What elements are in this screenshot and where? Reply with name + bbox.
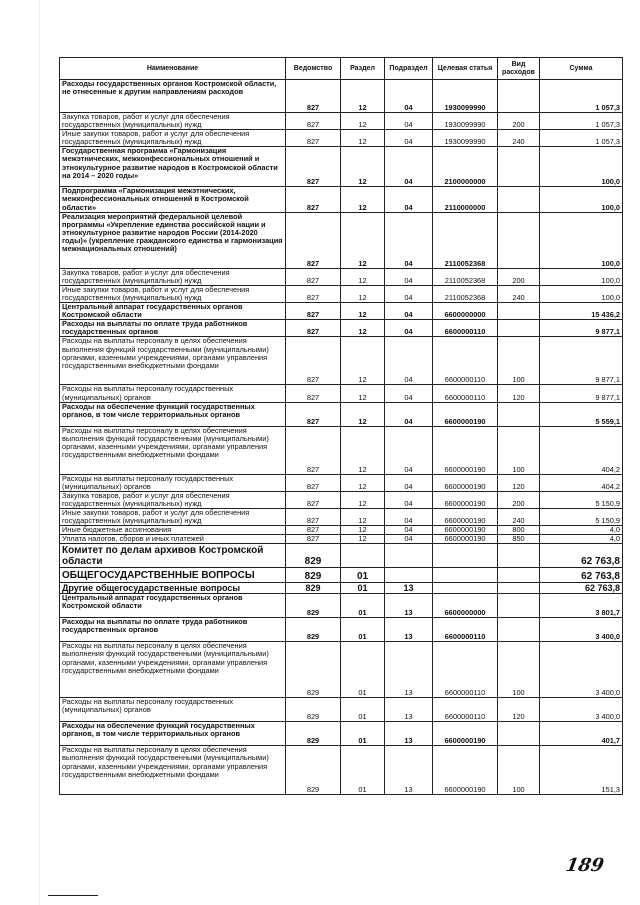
row-section: 12 bbox=[341, 526, 385, 535]
row-department: 827 bbox=[286, 535, 341, 544]
row-target-article: 6600000190 bbox=[433, 526, 498, 535]
row-amount: 100,0 bbox=[540, 268, 623, 285]
row-section: 01 bbox=[341, 583, 385, 594]
row-expense-type bbox=[498, 618, 540, 642]
row-name: Расходы на выплаты персоналу в целях обеспечения выполнения функций государственными (муниципальными) органами, казенными учреждениями, органами управления государственными внебюджетными фондами bbox=[60, 746, 286, 795]
row-name: Расходы на выплаты по оплате труда работников государственных органов bbox=[60, 618, 286, 642]
row-department: 829 bbox=[286, 618, 341, 642]
row-department: 829 bbox=[286, 594, 341, 618]
row-subsection bbox=[385, 568, 433, 583]
row-expense-type: 240 bbox=[498, 508, 540, 525]
table-row bbox=[60, 402, 623, 426]
header-amount: Сумма bbox=[540, 58, 623, 80]
row-section: 12 bbox=[341, 303, 385, 320]
row-target-article: 1930099990 bbox=[433, 113, 498, 130]
row-subsection: 04 bbox=[385, 130, 433, 147]
row-expense-type: 240 bbox=[498, 285, 540, 302]
row-section: 12 bbox=[341, 187, 385, 212]
table-row bbox=[60, 568, 623, 583]
row-subsection: 13 bbox=[385, 618, 433, 642]
row-subsection: 04 bbox=[385, 535, 433, 544]
table-row bbox=[60, 187, 623, 212]
row-section: 12 bbox=[341, 474, 385, 491]
row-subsection: 04 bbox=[385, 268, 433, 285]
row-amount: 1 057,3 bbox=[540, 113, 623, 130]
row-department: 827 bbox=[286, 147, 341, 187]
row-expense-type: 200 bbox=[498, 268, 540, 285]
row-expense-type bbox=[498, 320, 540, 337]
table-row bbox=[60, 320, 623, 337]
header-department: Ведомство bbox=[286, 58, 341, 80]
row-subsection: 13 bbox=[385, 722, 433, 746]
row-department: 827 bbox=[286, 526, 341, 535]
row-expense-type: 100 bbox=[498, 426, 540, 474]
row-name: Расходы на выплаты по оплате труда работников государственных органов bbox=[60, 320, 286, 337]
row-name: Закупка товаров, работ и услуг для обеспечения государственных (муниципальных) нужд bbox=[60, 268, 286, 285]
row-expense-type bbox=[498, 594, 540, 618]
row-expense-type: 200 bbox=[498, 491, 540, 508]
row-name: Комитет по делам архивов Костромской области bbox=[60, 544, 286, 568]
table-row bbox=[60, 722, 623, 746]
footer-line bbox=[48, 895, 98, 896]
row-section: 12 bbox=[341, 285, 385, 302]
row-department: 827 bbox=[286, 130, 341, 147]
row-subsection bbox=[385, 544, 433, 568]
row-name: Реализация мероприятий федеральной целевой программы «Укрепление единства российской нации и этнокультурное развитие народов России (2014-2020 годы)» (укрепление гражданского единства и гармонизация межнациональных отношений) bbox=[60, 212, 286, 268]
row-amount: 1 057,3 bbox=[540, 80, 623, 113]
row-department: 829 bbox=[286, 722, 341, 746]
row-section: 01 bbox=[341, 594, 385, 618]
row-subsection: 04 bbox=[385, 491, 433, 508]
row-amount: 1 057,3 bbox=[540, 130, 623, 147]
row-name: Расходы на выплаты персоналу государственных (муниципальных) органов bbox=[60, 698, 286, 722]
row-amount: 3 400,0 bbox=[540, 642, 623, 698]
row-amount: 62 763,8 bbox=[540, 544, 623, 568]
header-name: Наименование bbox=[60, 58, 286, 80]
row-amount: 4,0 bbox=[540, 535, 623, 544]
row-expense-type: 100 bbox=[498, 642, 540, 698]
row-name: Центральный аппарат государственных органов Костромской области bbox=[60, 303, 286, 320]
table-row bbox=[60, 147, 623, 187]
table-row bbox=[60, 594, 623, 618]
row-subsection: 04 bbox=[385, 508, 433, 525]
row-section: 12 bbox=[341, 268, 385, 285]
row-expense-type: 120 bbox=[498, 698, 540, 722]
row-expense-type bbox=[498, 212, 540, 268]
table-row bbox=[60, 113, 623, 130]
row-name: Расходы на выплаты персоналу в целях обеспечения выполнения функций государственными (муниципальными) органами, казенными учреждениями, органами управления государственными внебюджетными фондами bbox=[60, 642, 286, 698]
row-department: 827 bbox=[286, 80, 341, 113]
row-name: Центральный аппарат государственных органов Костромской области bbox=[60, 594, 286, 618]
row-department: 827 bbox=[286, 491, 341, 508]
row-section: 12 bbox=[341, 385, 385, 402]
row-expense-type bbox=[498, 544, 540, 568]
row-subsection: 04 bbox=[385, 80, 433, 113]
row-subsection: 04 bbox=[385, 426, 433, 474]
table-row bbox=[60, 212, 623, 268]
row-expense-type: 200 bbox=[498, 113, 540, 130]
row-amount: 9 877,1 bbox=[540, 385, 623, 402]
row-name: Расходы на выплаты персоналу в целях обеспечения выполнения функций государственными (муниципальными) органами, казенными учреждениями, органами управления государственными внебюджетными фондами bbox=[60, 426, 286, 474]
row-section: 01 bbox=[341, 618, 385, 642]
row-department: 827 bbox=[286, 113, 341, 130]
row-subsection: 04 bbox=[385, 212, 433, 268]
row-subsection: 04 bbox=[385, 320, 433, 337]
row-subsection: 04 bbox=[385, 187, 433, 212]
row-target-article: 1930099990 bbox=[433, 80, 498, 113]
row-section: 12 bbox=[341, 337, 385, 385]
header-section: Раздел bbox=[341, 58, 385, 80]
row-expense-type: 120 bbox=[498, 474, 540, 491]
table-row bbox=[60, 426, 623, 474]
header-expense-type: Вид расходов bbox=[498, 58, 540, 80]
row-target-article: 2100000000 bbox=[433, 147, 498, 187]
row-name: Уплата налогов, сборов и иных платежей bbox=[60, 535, 286, 544]
row-name: Закупка товаров, работ и услуг для обеспечения государственных (муниципальных) нужд bbox=[60, 113, 286, 130]
row-expense-type bbox=[498, 187, 540, 212]
row-subsection: 04 bbox=[385, 147, 433, 187]
row-target-article: 2110052368 bbox=[433, 285, 498, 302]
row-amount: 100,0 bbox=[540, 285, 623, 302]
row-department: 829 bbox=[286, 544, 341, 568]
row-department: 829 bbox=[286, 698, 341, 722]
row-section: 01 bbox=[341, 568, 385, 583]
row-amount: 404,2 bbox=[540, 474, 623, 491]
row-expense-type: 120 bbox=[498, 385, 540, 402]
row-target-article bbox=[433, 568, 498, 583]
row-section: 01 bbox=[341, 746, 385, 795]
row-expense-type bbox=[498, 568, 540, 583]
table-header-row bbox=[60, 58, 623, 80]
row-subsection: 13 bbox=[385, 698, 433, 722]
row-name: Иные закупки товаров, работ и услуг для обеспечения государственных (муниципальных) нужд bbox=[60, 285, 286, 302]
row-target-article: 6600000000 bbox=[433, 594, 498, 618]
row-name: Расходы на обеспечение функций государственных органов, в том числе территориальных органов bbox=[60, 722, 286, 746]
row-expense-type bbox=[498, 80, 540, 113]
row-section: 12 bbox=[341, 80, 385, 113]
row-amount: 15 436,2 bbox=[540, 303, 623, 320]
row-name: Расходы государственных органов Костромской области, не отнесенные к другим направлениям расходов bbox=[60, 80, 286, 113]
row-subsection: 13 bbox=[385, 642, 433, 698]
row-amount: 62 763,8 bbox=[540, 583, 623, 594]
table-row bbox=[60, 698, 623, 722]
row-target-article: 6600000000 bbox=[433, 303, 498, 320]
row-subsection: 04 bbox=[385, 113, 433, 130]
row-name: Подпрограмма «Гармонизация межэтнических, межконфессиональных отношений в Костромской области» bbox=[60, 187, 286, 212]
header-target-article: Целевая статья bbox=[433, 58, 498, 80]
row-target-article: 6600000110 bbox=[433, 698, 498, 722]
row-section bbox=[341, 544, 385, 568]
row-target-article: 2110000000 bbox=[433, 187, 498, 212]
row-department: 827 bbox=[286, 285, 341, 302]
header-subsection: Подраздел bbox=[385, 58, 433, 80]
row-name: Государственная программа «Гармонизация межэтнических, межконфессиональных отношений и этнокультурное развитие народов в Костромской области на 2014 – 2020 годы» bbox=[60, 147, 286, 187]
row-subsection: 04 bbox=[385, 402, 433, 426]
row-subsection: 04 bbox=[385, 385, 433, 402]
row-subsection: 13 bbox=[385, 594, 433, 618]
row-amount: 4,0 bbox=[540, 526, 623, 535]
row-name: Расходы на выплаты персоналу в целях обеспечения выполнения функций государственными (муниципальными) органами, казенными учреждениями, органами управления государственными внебюджетными фондами bbox=[60, 337, 286, 385]
row-subsection: 13 bbox=[385, 583, 433, 594]
row-department: 827 bbox=[286, 320, 341, 337]
row-expense-type: 100 bbox=[498, 746, 540, 795]
row-target-article: 6600000190 bbox=[433, 746, 498, 795]
row-target-article: 2110052368 bbox=[433, 212, 498, 268]
row-amount: 404,2 bbox=[540, 426, 623, 474]
table-row bbox=[60, 474, 623, 491]
row-name: ОБЩЕГОСУДАРСТВЕННЫЕ ВОПРОСЫ bbox=[60, 568, 286, 583]
page-number: 189 bbox=[564, 855, 606, 876]
row-target-article: 6600000190 bbox=[433, 491, 498, 508]
table-row bbox=[60, 508, 623, 525]
table-row bbox=[60, 303, 623, 320]
row-subsection: 04 bbox=[385, 474, 433, 491]
row-name: Закупка товаров, работ и услуг для обеспечения государственных (муниципальных) нужд bbox=[60, 491, 286, 508]
row-subsection: 04 bbox=[385, 303, 433, 320]
row-name: Другие общегосударственные вопросы bbox=[60, 583, 286, 594]
row-name: Иные закупки товаров, работ и услуг для обеспечения государственных (муниципальных) нужд bbox=[60, 508, 286, 525]
row-name: Расходы на выплаты персоналу государственных (муниципальных) органов bbox=[60, 385, 286, 402]
row-target-article: 6600000190 bbox=[433, 508, 498, 525]
row-section: 12 bbox=[341, 212, 385, 268]
row-expense-type bbox=[498, 303, 540, 320]
row-expense-type bbox=[498, 147, 540, 187]
table-row bbox=[60, 746, 623, 795]
row-target-article: 6600000190 bbox=[433, 722, 498, 746]
row-section: 12 bbox=[341, 508, 385, 525]
row-target-article: 6600000110 bbox=[433, 337, 498, 385]
row-target-article bbox=[433, 583, 498, 594]
row-amount: 100,0 bbox=[540, 187, 623, 212]
row-section: 12 bbox=[341, 535, 385, 544]
row-expense-type: 850 bbox=[498, 535, 540, 544]
table-row bbox=[60, 535, 623, 544]
table-row bbox=[60, 268, 623, 285]
row-amount: 9 877,1 bbox=[540, 337, 623, 385]
row-subsection: 13 bbox=[385, 746, 433, 795]
row-amount: 5 150,9 bbox=[540, 508, 623, 525]
row-target-article: 6600000110 bbox=[433, 642, 498, 698]
row-amount: 151,3 bbox=[540, 746, 623, 795]
row-expense-type: 100 bbox=[498, 337, 540, 385]
row-expense-type bbox=[498, 583, 540, 594]
row-name: Иные бюджетные ассигнования bbox=[60, 526, 286, 535]
row-amount: 5 150,9 bbox=[540, 491, 623, 508]
row-expense-type bbox=[498, 402, 540, 426]
row-name: Иные закупки товаров, работ и услуг для обеспечения государственных (муниципальных) нужд bbox=[60, 130, 286, 147]
row-section: 12 bbox=[341, 426, 385, 474]
row-target-article: 2110052368 bbox=[433, 268, 498, 285]
row-target-article: 6600000110 bbox=[433, 320, 498, 337]
row-target-article: 6600000110 bbox=[433, 385, 498, 402]
row-amount: 3 801,7 bbox=[540, 594, 623, 618]
row-expense-type: 800 bbox=[498, 526, 540, 535]
row-department: 829 bbox=[286, 642, 341, 698]
row-department: 827 bbox=[286, 474, 341, 491]
row-section: 12 bbox=[341, 113, 385, 130]
row-amount: 62 763,8 bbox=[540, 568, 623, 583]
table-row bbox=[60, 491, 623, 508]
row-amount: 100,0 bbox=[540, 147, 623, 187]
row-target-article: 6600000190 bbox=[433, 535, 498, 544]
row-section: 12 bbox=[341, 147, 385, 187]
row-amount: 3 400,0 bbox=[540, 618, 623, 642]
row-target-article: 6600000190 bbox=[433, 426, 498, 474]
row-section: 01 bbox=[341, 642, 385, 698]
row-amount: 401,7 bbox=[540, 722, 623, 746]
row-expense-type bbox=[498, 722, 540, 746]
table-row bbox=[60, 285, 623, 302]
row-subsection: 04 bbox=[385, 285, 433, 302]
row-department: 827 bbox=[286, 426, 341, 474]
row-department: 829 bbox=[286, 568, 341, 583]
row-expense-type: 240 bbox=[498, 130, 540, 147]
table-row bbox=[60, 642, 623, 698]
table-row bbox=[60, 80, 623, 113]
row-target-article bbox=[433, 544, 498, 568]
row-department: 829 bbox=[286, 583, 341, 594]
row-target-article: 6600000110 bbox=[433, 618, 498, 642]
row-amount: 5 559,1 bbox=[540, 402, 623, 426]
row-target-article: 6600000190 bbox=[433, 474, 498, 491]
row-section: 01 bbox=[341, 698, 385, 722]
row-target-article: 6600000190 bbox=[433, 402, 498, 426]
table-row bbox=[60, 618, 623, 642]
row-department: 827 bbox=[286, 385, 341, 402]
row-department: 827 bbox=[286, 402, 341, 426]
table-row bbox=[60, 337, 623, 385]
table-row bbox=[60, 385, 623, 402]
table-row bbox=[60, 544, 623, 568]
row-section: 12 bbox=[341, 491, 385, 508]
row-department: 827 bbox=[286, 508, 341, 525]
row-department: 827 bbox=[286, 303, 341, 320]
row-department: 827 bbox=[286, 337, 341, 385]
row-section: 12 bbox=[341, 130, 385, 147]
row-section: 01 bbox=[341, 722, 385, 746]
row-subsection: 04 bbox=[385, 526, 433, 535]
table-row bbox=[60, 130, 623, 147]
row-subsection: 04 bbox=[385, 337, 433, 385]
table-row bbox=[60, 526, 623, 535]
row-department: 827 bbox=[286, 212, 341, 268]
row-department: 827 bbox=[286, 268, 341, 285]
table-row bbox=[60, 583, 623, 594]
scan-edge bbox=[39, 0, 40, 905]
row-name: Расходы на обеспечение функций государственных органов, в том числе территориальных органов bbox=[60, 402, 286, 426]
row-amount: 9 877,1 bbox=[540, 320, 623, 337]
row-name: Расходы на выплаты персоналу государственных (муниципальных) органов bbox=[60, 474, 286, 491]
row-section: 12 bbox=[341, 402, 385, 426]
row-target-article: 1930099990 bbox=[433, 130, 498, 147]
budget-table bbox=[59, 57, 623, 795]
row-amount: 100,0 bbox=[540, 212, 623, 268]
row-department: 827 bbox=[286, 187, 341, 212]
row-department: 829 bbox=[286, 746, 341, 795]
table-body bbox=[60, 80, 623, 795]
row-amount: 3 400,0 bbox=[540, 698, 623, 722]
row-section: 12 bbox=[341, 320, 385, 337]
